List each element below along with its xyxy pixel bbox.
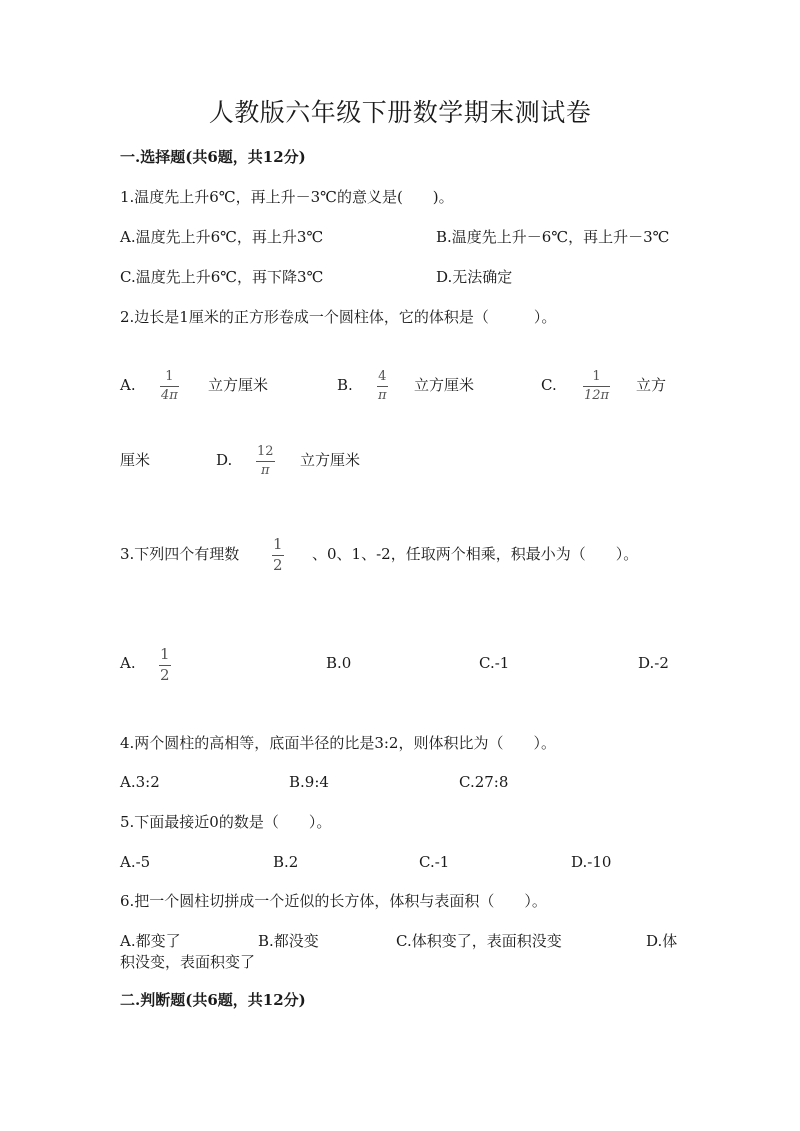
question-2-option-b-label: B. xyxy=(337,376,353,394)
question-2-option-b-unit: 立方厘米 xyxy=(414,376,475,394)
question-3-option-d: D.-2 xyxy=(638,654,669,672)
question-6-stem: 6.把一个圆柱切拼成一个近似的长方体，体积与表面积（ ）。 xyxy=(120,892,547,910)
question-6-option-a: A.都变了 xyxy=(120,932,181,950)
fraction-numerator: 1 xyxy=(160,645,170,663)
question-5-option-c: C.-1 xyxy=(419,853,450,871)
question-5-option-d: D.-10 xyxy=(571,853,612,871)
question-3-stem-fraction xyxy=(272,536,284,574)
page-title: 人教版六年级下册数学期末测试卷 xyxy=(208,98,592,127)
fraction-bar xyxy=(256,461,275,462)
question-6-option-b: B.都没变 xyxy=(258,932,319,950)
question-2-option-c-label: C. xyxy=(541,376,557,394)
fraction-numerator: 1 xyxy=(592,369,601,384)
question-3-option-c: C.-1 xyxy=(479,654,510,672)
question-1-stem: 1.温度先上升6℃，再上升－3℃的意义是( )。 xyxy=(120,188,454,206)
question-4-option-b: B.9:4 xyxy=(289,773,329,791)
question-1-option-d: D.无法确定 xyxy=(436,268,513,286)
question-4-stem: 4.两个圆柱的高相等，底面半径的比是3:2，则体积比为（ ）。 xyxy=(120,734,556,752)
fraction-denominator: 2 xyxy=(160,666,170,684)
question-1-option-c: C.温度先上升6℃，再下降3℃ xyxy=(120,268,324,286)
fraction-numerator: 12 xyxy=(257,444,274,459)
question-3-option-a-fraction xyxy=(159,646,171,684)
question-6-option-d-continued: 积没变，表面积变了 xyxy=(120,953,256,971)
question-3-option-a-label: A. xyxy=(120,654,136,672)
fraction-bar xyxy=(377,386,388,387)
fraction-denominator: π xyxy=(378,388,387,403)
question-5-option-b: B.2 xyxy=(273,853,299,871)
question-3-option-b: B.0 xyxy=(326,654,352,672)
fraction-numerator: 1 xyxy=(165,369,174,384)
question-2-option-c-unit-continued: 厘米 xyxy=(120,451,151,469)
question-2-option-d-label: D. xyxy=(216,451,233,469)
question-4-option-c: C.27:8 xyxy=(459,773,509,791)
section-heading-judgement: 二.判断题(共6题，共12分) xyxy=(120,991,306,1009)
question-2-option-b-fraction xyxy=(377,369,388,403)
fraction-numerator: 4 xyxy=(378,369,387,384)
fraction-denominator: 4π xyxy=(161,388,178,403)
question-1-option-a: A.温度先上升6℃，再上升3℃ xyxy=(120,228,324,246)
question-3-stem-suffix: 、0、1、-2，任取两个相乘，积最小为（ ）。 xyxy=(312,545,639,563)
fraction-numerator: 1 xyxy=(273,535,283,553)
fraction-denominator: 2 xyxy=(273,556,283,574)
section-heading-choice: 一.选择题(共6题，共12分) xyxy=(120,148,306,166)
question-2-stem: 2.边长是1厘米的正方形卷成一个圆柱体，它的体积是（ ）。 xyxy=(120,308,557,326)
question-3-stem-prefix: 3.下列四个有理数 xyxy=(120,545,240,563)
question-5-option-a: A.-5 xyxy=(120,853,151,871)
fraction-denominator: 12π xyxy=(584,388,610,403)
question-5-stem: 5.下面最接近0的数是（ ）。 xyxy=(120,813,332,831)
question-2-option-d-unit: 立方厘米 xyxy=(300,451,361,469)
question-6-option-d: D.体 xyxy=(646,932,678,950)
fraction-bar xyxy=(583,386,610,387)
fraction-denominator: π xyxy=(261,463,270,478)
fraction-bar xyxy=(160,386,179,387)
question-2-option-d-fraction xyxy=(256,444,275,478)
question-2-option-c-fraction xyxy=(583,369,610,403)
question-2-option-a-fraction xyxy=(160,369,179,403)
question-1-option-b: B.温度先上升－6℃，再上升－3℃ xyxy=(436,228,670,246)
question-2-option-c-unit: 立方 xyxy=(636,376,667,394)
question-2-option-a-label: A. xyxy=(120,376,136,394)
question-4-option-a: A.3:2 xyxy=(120,773,160,791)
question-2-option-a-unit: 立方厘米 xyxy=(208,376,269,394)
question-6-option-c: C.体积变了，表面积没变 xyxy=(396,932,562,950)
